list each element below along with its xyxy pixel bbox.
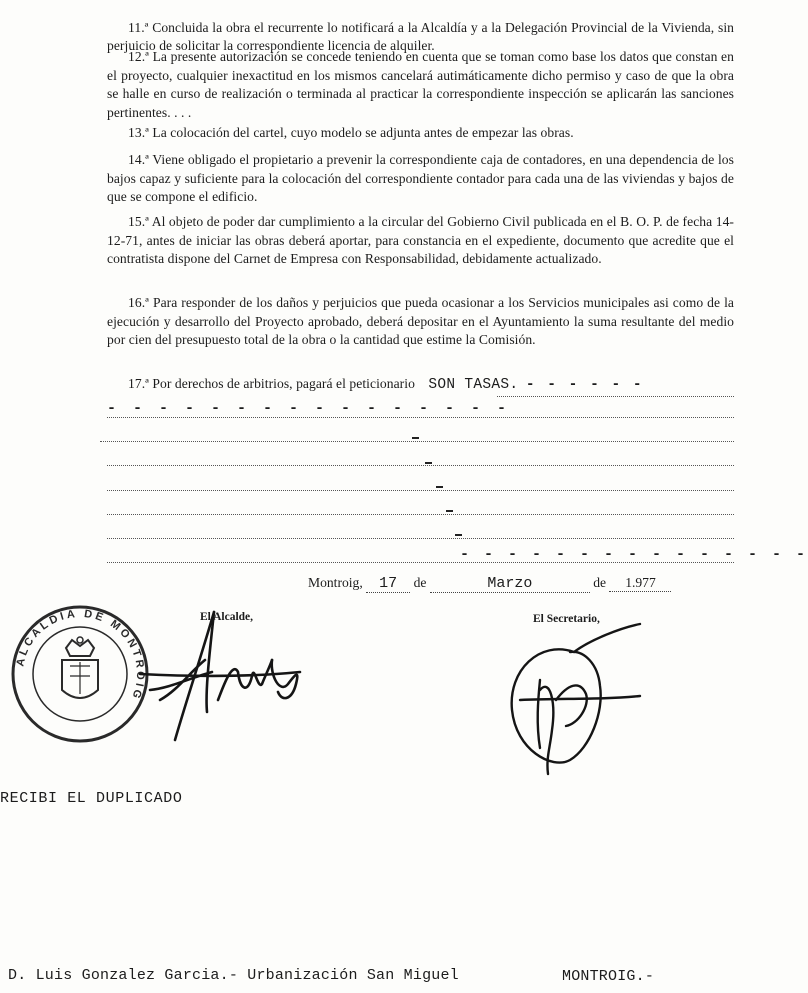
recipient-address: D. Luis Gonzalez Garcia.- Urbanización San Miguel [8, 967, 459, 984]
municipal-seal [13, 607, 147, 741]
closing-place: Montroig, [308, 575, 363, 590]
closing-day: 17 [379, 575, 398, 592]
closing-de-2: de [593, 575, 607, 590]
recipient-town: MONTROIG.- [562, 968, 655, 985]
fee-typed-dashes-line2: - - - - - - - - - - - - - - - - [107, 400, 511, 417]
clause-number: 17.ª [128, 376, 149, 391]
clause-text: La presente autorización se concede teniendo en cuenta que se toman como base los datos que constan en el proyecto, cualquier inexactitud en los mismos cancelará autimáticamente dicho permiso y caso de que la obra se halle en curso de realización o terminada al practicar la correspondiente inspección se aplicarán las sanciones pertinentes. . . . [107, 49, 734, 120]
clause-text: Para responder de los daños y perjuicios que pueda ocasionar a los Servicios municipales asi como de la ejecución y desarrollo del Proyecto aprobado, deberá depositar en el Ayuntamiento la suma resultante del medio por cien del presupuesto total de la obra o la cantidad que estime la Comisión. [107, 295, 734, 348]
clause-text: Al objeto de poder dar cumplimiento a la circular del Gobierno Civil publicada en el B. O. P. de fecha 14-12-71, antes de iniciar las obras deberá aportar, para constancia en el expediente, documento que acredite que el contratista dispone del Carnet de Empresa con Responsabilidad, debidamente actualizado. [107, 214, 734, 267]
alcalde-signature [140, 612, 300, 740]
received-duplicate-note: RECIBI EL DUPLICADO [0, 790, 183, 807]
clause-text: Por derechos de arbitrios, pagará el peticionario [152, 376, 415, 391]
clause-text: Viene obligado el propietario a prevenir la correspondiente caja de contadores, en una dependencia de los bajos capaz y suficiente para la colocación del correspondiente contador para cada una de las viviendas y bajos de que se compone el edificio. [107, 152, 734, 205]
fee-typed-dashes: - - - - - - [525, 377, 644, 393]
clause-number: 12.ª [128, 49, 149, 64]
clause-text: La colocación del cartel, cuyo modelo se adjunta antes de empezar las obras. [152, 125, 574, 140]
fee-typed-value: SON TASAS. [428, 377, 519, 393]
closing-de-1: de [413, 575, 427, 590]
clause-number: 14.ª [128, 152, 149, 167]
clause-text: Concluida la obra el recurrente lo notificará a la Alcaldía y a la Delegación Provincial de la Vivienda, sin perjuicio de solicitar la correspondiente licencia de alquiler. [107, 19, 734, 54]
secretario-signature [512, 624, 640, 774]
seal-text: ALCALDIA DE MONTROIG [14, 607, 147, 703]
secretario-label: El Secretario, [533, 613, 600, 625]
clause-number: 15.ª [128, 214, 149, 229]
clause-number: 11.ª [128, 19, 149, 35]
clause-number: 13.ª [128, 125, 149, 140]
closing-year: 1.977 [625, 575, 656, 590]
alcalde-label: El Alcalde, [200, 611, 254, 623]
clause-number: 16.ª [128, 295, 149, 310]
typed-dash-run: - - - - - - - - - - - - - - - [460, 546, 808, 563]
closing-month: Marzo [487, 575, 533, 592]
